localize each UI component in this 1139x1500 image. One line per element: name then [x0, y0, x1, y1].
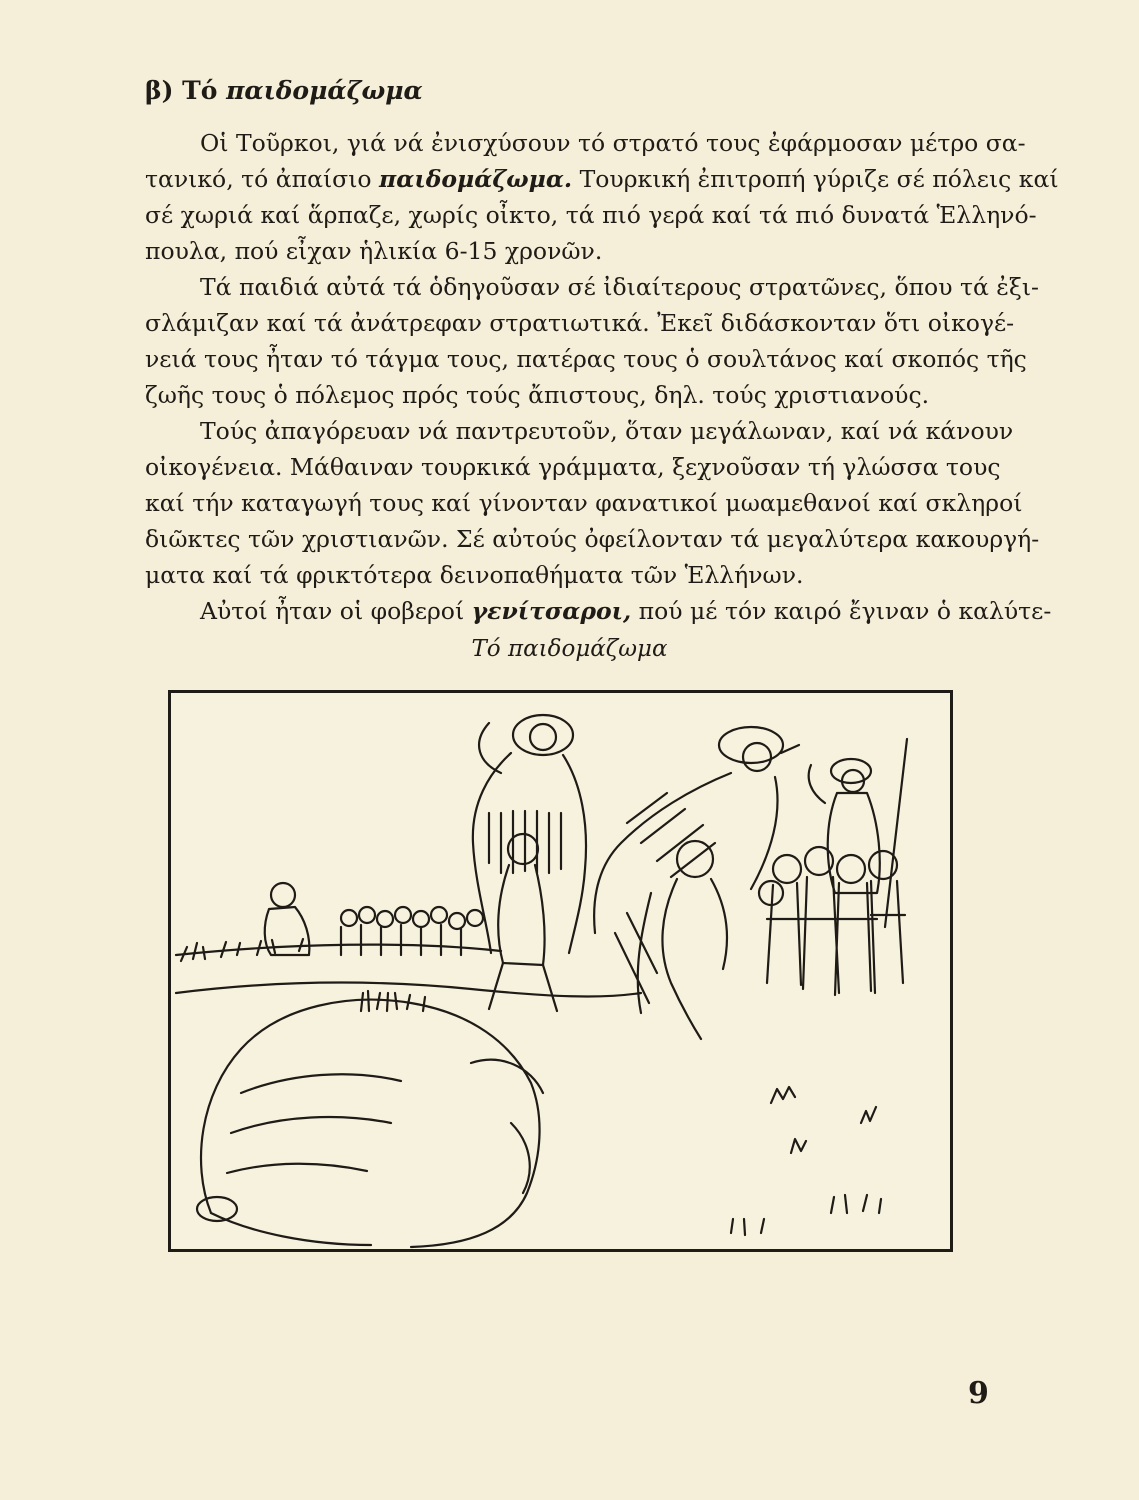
text-line: Τούς ἀπαγόρευαν νά παντρευτοῦν, ὅταν μεγάλωναν, καί νά κάνουν	[200, 417, 1014, 445]
children-group	[759, 847, 905, 995]
text-line: καί τήν καταγωγή τους καί γίνονταν φανατικοί μωαμεθανοί καί σκληροί	[145, 489, 1023, 517]
text-line: σέ χωριά καί ἅρπαζε, χωρίς οἶκτο, τά πιό γερά καί τά πιό δυνατά Ἑλληνό-	[145, 201, 1037, 229]
text-line: διῶκτες τῶν χριστιανῶν. Σέ αὐτούς ὀφείλονταν τά μεγαλύτερα κακουργή-	[145, 525, 1040, 553]
heading-title: παιδομάζωμα	[226, 76, 423, 105]
page-number: 9	[968, 1376, 989, 1411]
term-genitsaroi: γενίτσαροι,	[471, 597, 632, 625]
figure-grieving-mother	[197, 1000, 543, 1247]
figure-carried-boy	[489, 834, 557, 1011]
term-paidomazoma: παιδομάζωμα.	[379, 165, 573, 193]
figure-official-with-staff	[809, 739, 907, 927]
text-line: Τά παιδιά αὐτά τά ὁδηγοῦσαν σέ ἰδιαίτερους στρατῶνες, ὅπου τά ἐξι-	[200, 273, 1040, 301]
ink-drawing	[171, 693, 950, 1249]
text-line: τανικό, τό ἀπαίσιο παιδομάζωμα. Τουρκική ἐπιτροπή γύριζε σέ πόλεις καί	[145, 165, 1059, 193]
text-line: πουλα, πού εἶχαν ἡλικία 6-15 χρονῶν.	[145, 237, 603, 265]
heading-prefix: β) Τό	[145, 76, 227, 105]
figure-struggling-boy	[615, 841, 727, 1039]
text-line: σλάμιζαν καί τά ἀνάτρεφαν στρατιωτικά. Ἐκεῖ διδάσκονταν ὅτι οἰκογέ-	[145, 309, 1015, 337]
text-line: νειά τους ἦταν τό τάγμα τους, πατέρας τους ὁ σουλτάνος καί σκοπός τῆς	[145, 345, 1027, 373]
text-line: Οἱ Τοῦρκοι, γιά νά ἐνισχύσουν τό στρατό τους ἐφάρμοσαν μέτρο σα-	[200, 129, 1026, 157]
text-line: ζωῆς τους ὁ πόλεμος πρός τούς ἄπιστους, δηλ. τούς χριστιανούς.	[145, 381, 930, 409]
illustration-paidomazoma	[168, 690, 953, 1252]
figure-caption: Τό παιδομάζωμα	[471, 636, 668, 662]
section-heading	[145, 76, 423, 105]
seated-figure-left	[265, 883, 310, 955]
text-line: Αὐτοί ἦταν οἱ φοβεροί γενίτσαροι, πού μέ τόν καιρό ἔγιναν ὁ καλύτε-	[200, 597, 1052, 625]
text-line: οἰκογένεια. Μάθαιναν τουρκικά γράμματα, ξεχνοῦσαν τή γλώσσα τους	[145, 453, 1001, 481]
text-line: ματα καί τά φρικτότερα δεινοπαθήματα τῶν Ἑλλήνων.	[145, 561, 804, 589]
distant-crowd	[341, 907, 483, 955]
figure-turbaned-officer	[594, 727, 799, 933]
figure-man-arm-raised	[473, 715, 586, 953]
